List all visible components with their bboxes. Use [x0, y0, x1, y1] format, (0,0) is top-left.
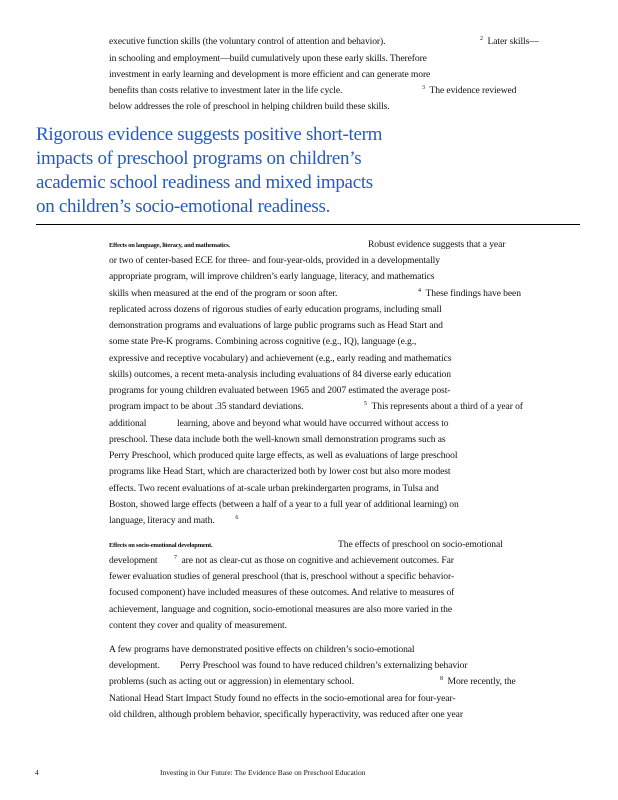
running-title: Investing in Our Future: The Evidence Base on Preschool Education	[160, 768, 366, 777]
body-line: executive function skills (the voluntary control of attention and behavior).	[109, 36, 386, 47]
body-line: skills when measured at the end of the program or soon after.	[109, 288, 338, 299]
body-line: development	[109, 555, 158, 566]
body-line: fewer evaluation studies of general preschool (that is, preschool without a specific behavior-	[109, 571, 454, 582]
body-line: learning, above and beyond what would have occurred without access to	[177, 418, 449, 429]
body-line: effects. Two recent evaluations of at-scale urban prekindergarten programs, in Tulsa and	[109, 483, 439, 494]
body-line: $^4$ These findings have been	[418, 288, 521, 299]
body-line: or two of center-based ECE for three- and four-year-olds, provided in a developmentally	[109, 255, 440, 266]
section-divider	[36, 224, 580, 225]
body-line: Robust evidence suggests that a year	[368, 239, 506, 250]
body-line: focused component) have included measures of these outcomes. And relative to measures of	[109, 587, 455, 598]
body-line: A few programs have demonstrated positive effects on children’s socio-emotional	[109, 644, 415, 655]
body-line: preschool. These data include both the well-known small demonstration programs such as	[109, 434, 446, 445]
footnote-marker: 4	[418, 288, 421, 294]
body-line: programs like Head Start, which are characterized both by lower cost but also more modest	[109, 466, 451, 477]
body-line: National Head Start Impact Study found no effects in the socio-emotional area for four-year-	[109, 693, 456, 704]
body-line: The effects of preschool on socio-emotional	[338, 539, 503, 550]
body-line: Perry Preschool, which produced quite large effects, as well as evaluations of large preschool	[109, 450, 458, 461]
body-line: some state Pre-K programs. Combining across cognitive (e.g., IQ), language (e.g.,	[109, 336, 417, 347]
section-heading: Effects on language, literacy, and mathematics.	[109, 242, 230, 249]
body-line: additional	[109, 418, 147, 429]
body-line: replicated across dozens of rigorous studies of early education programs, including small	[109, 304, 442, 315]
body-line: Boston, showed large effects (between a half of a year to a full year of additional learning) on	[109, 499, 459, 510]
body-line: programs for young children evaluated between 1965 and 2007 estimated the average post-	[109, 385, 451, 396]
body-line: in schooling and employment—build cumulatively upon these early skills. Therefore	[109, 53, 427, 64]
body-line: $^2$ Later skills—	[480, 36, 539, 47]
body-line: language, literacy and math. $^6$	[109, 515, 239, 526]
footnote-marker: 2	[480, 36, 483, 42]
body-line: investment in early learning and development is more efficient and can generate more	[109, 69, 431, 80]
body-line: appropriate program, will improve children’s early language, literacy, and mathematics	[109, 271, 435, 282]
page-number: 4	[35, 768, 39, 777]
body-line: skills) outcomes, a recent meta-analysis including evaluations of 84 diverse early education	[109, 369, 451, 380]
footnote-marker: 8	[440, 676, 443, 682]
body-line: old children, although problem behavior, specifically hyperactivity, was reduced after one year	[109, 709, 463, 720]
body-line: below addresses the role of preschool in helping children build these skills.	[109, 101, 390, 112]
footnote-marker: 7	[174, 555, 177, 561]
body-line: Perry Preschool was found to have reduced children’s externalizing behavior	[180, 660, 468, 671]
body-line: content they cover and quality of measurement.	[109, 620, 287, 631]
body-line: expressive and receptive vocabulary) and achievement (e.g., early reading and mathematics	[109, 353, 452, 364]
body-line: demonstration programs and evaluations of large public programs such as Head Start and	[109, 320, 443, 331]
body-line: development.	[109, 660, 160, 671]
body-line: achievement, language and cognition, socio-emotional measures are also more varied in the	[109, 604, 453, 615]
footnote-marker: 5	[364, 401, 367, 407]
body-line: $^8$ More recently, the	[440, 676, 516, 687]
body-line: problems (such as acting out or aggression) in elementary school.	[109, 676, 355, 687]
section-heading: Effects on socio-emotional development.	[109, 542, 213, 549]
body-line: program impact to be about .35 standard deviations.	[109, 401, 304, 412]
pull-quote-line: Rigorous evidence suggests positive short-term	[36, 124, 383, 145]
pull-quote-line: impacts of preschool programs on children’s	[36, 148, 362, 169]
footnote-marker: 6	[235, 515, 239, 521]
pull-quote-line: on children’s socio-emotional readiness.	[36, 196, 331, 217]
body-line: $^5$ This represents about a third of a year of	[364, 401, 523, 412]
body-line: $^7$ are not as clear-cut as those on cognitive and achievement outcomes. Far	[174, 555, 454, 566]
pull-quote-line: academic school readiness and mixed impacts	[36, 172, 373, 193]
body-line: $^3$ The evidence reviewed	[422, 85, 517, 96]
body-line: benefits than costs relative to investment later in the life cycle.	[109, 85, 343, 96]
footnote-marker: 3	[422, 85, 425, 91]
